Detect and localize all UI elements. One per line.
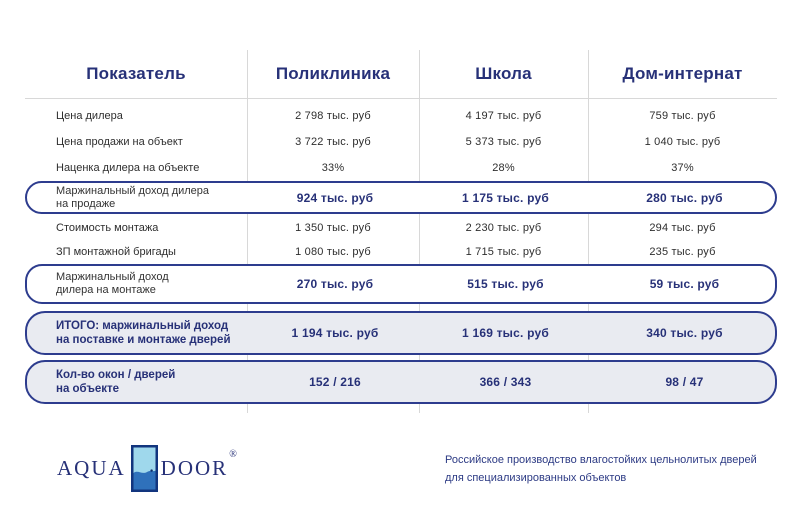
row-label [27, 319, 249, 347]
row-value: 4 197 тыс. руб [465, 110, 542, 122]
header-shkola: Школа [475, 64, 532, 83]
row-label-line2: дилера на монтаже [56, 284, 156, 296]
row-value: 515 тыс. руб [467, 277, 544, 291]
row-value: 1 715 тыс. руб [465, 246, 542, 258]
logo-text-aqua: AQUA [57, 455, 126, 480]
pill-row-margin-sale [25, 181, 777, 214]
table-row [25, 129, 777, 155]
row-value: 759 тыс. руб [649, 110, 716, 122]
row-label [27, 185, 249, 211]
row-label-line1: Маржинальный доход дилера [56, 184, 210, 197]
row-value: 1 175 тыс. руб [462, 190, 549, 205]
header-pokazatel: Показатель [86, 64, 186, 83]
row-label: ЗП монтажной бригады [56, 246, 176, 258]
comparison-table [25, 50, 777, 404]
row-label-line2: на поставке и монтаже дверей [56, 334, 231, 346]
table-header-row [25, 50, 777, 99]
row-label: Цена продажи на объект [56, 136, 183, 148]
header-poliklinika: Поликлиника [275, 64, 391, 83]
row-value: 3 722 тыс. руб [295, 136, 371, 148]
row-label: Стоимость монтажа [56, 222, 159, 234]
table-row [25, 240, 777, 264]
door-icon [131, 445, 158, 492]
pill-row-total [25, 311, 777, 355]
row-label-line1: ИТОГО: маржинальный доход [56, 320, 229, 332]
row-label: Наценка дилера на объекте [56, 162, 200, 174]
row-value: 1 350 тыс. руб [295, 222, 371, 234]
row-label [27, 368, 249, 396]
row-value: 28% [492, 162, 515, 174]
row-value: 924 тыс. руб [296, 190, 374, 205]
row-value: 59 тыс. руб [649, 277, 720, 291]
row-value: 2 230 тыс. руб [465, 222, 542, 234]
row-value: 1 040 тыс. руб [644, 136, 721, 148]
row-value: 294 тыс. руб [649, 222, 716, 234]
row-label-line1: Кол-во окон / дверей [56, 369, 176, 381]
row-value: 2 798 тыс. руб [295, 110, 371, 122]
tagline-line1: Российское производство влагостойких цельнолитых дверей [445, 454, 757, 466]
pill-row-margin-install [25, 264, 777, 304]
row-label [27, 271, 249, 297]
row-value: 37% [671, 162, 694, 174]
row-value: 152 / 216 [309, 375, 361, 389]
row-label-line1: Маржинальный доход [56, 271, 169, 283]
pill-row-count [25, 360, 777, 404]
company-tagline [445, 452, 765, 487]
row-value: 98 / 47 [665, 375, 704, 389]
aqua-door-logo [57, 443, 238, 493]
table-row [25, 155, 777, 181]
row-value: 1 080 тыс. руб [295, 246, 371, 258]
table-row [25, 216, 777, 240]
row-label-line2: на объекте [56, 383, 120, 395]
tagline-line2: для специализированных объектов [445, 471, 627, 484]
row-value: 33% [321, 162, 345, 174]
row-value: 366 / 343 [479, 375, 532, 389]
row-label-line2: на продаже [56, 197, 116, 210]
row-label: Цена дилера [56, 110, 123, 122]
registered-trademark-symbol: ® [229, 448, 239, 460]
logo-text-door-word: DOOR [160, 455, 229, 480]
table-row [25, 103, 777, 129]
row-value: 1 194 тыс. руб [291, 326, 379, 340]
row-value: 5 373 тыс. руб [465, 136, 542, 148]
logo-text-door [160, 448, 239, 481]
row-value: 235 тыс. руб [649, 246, 716, 258]
header-dom-internat: Дом-интернат [622, 64, 743, 83]
row-value: 1 169 тыс. руб [462, 326, 549, 340]
row-value: 280 тыс. руб [646, 190, 723, 205]
row-value: 270 тыс. руб [296, 277, 374, 291]
row-value: 340 тыс. руб [646, 326, 723, 340]
